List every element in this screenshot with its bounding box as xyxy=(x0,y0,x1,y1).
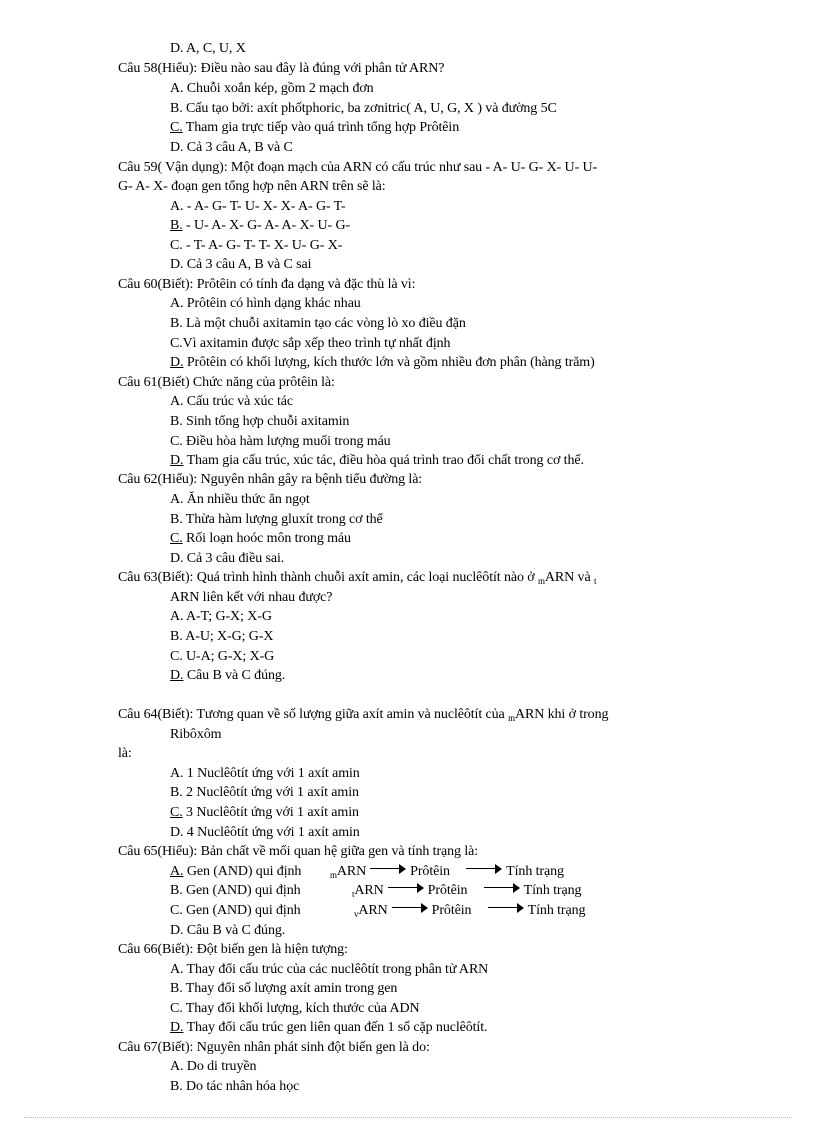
trait-label: Tính trạng xyxy=(506,864,564,879)
subscript: m xyxy=(508,713,515,723)
subscript: m xyxy=(330,870,337,880)
answer-key: C. xyxy=(170,531,183,546)
arrow-right-icon xyxy=(392,903,428,913)
answer-line: B. Cấu tạo bởi: axít phốtphoric, ba zơnitric( A, U, G, X ) và đường 5C xyxy=(170,101,557,116)
question-65: Câu 65(Hiểu): Bản chất về mối quan hệ giữa gen và tính trạng là: xyxy=(118,844,479,859)
answer-key: D. xyxy=(170,453,184,468)
answer-key: B. xyxy=(170,218,183,233)
answer-line: A. Prôtêin có hình dạng khác nhau xyxy=(170,296,361,311)
subscript: t xyxy=(352,889,355,899)
answer-line: D. Cả 3 câu điều sai. xyxy=(170,551,285,566)
answer-text: Gen (AND) qui định xyxy=(183,864,302,879)
question-continuation: Ribôxôm xyxy=(170,727,222,742)
answer-line-correct xyxy=(170,667,285,685)
answer-line: A. Ăn nhiều thức ăn ngọt xyxy=(170,492,310,507)
answer-line: C.Vì axitamin được sắp xếp theo trình tự nhất định xyxy=(170,336,451,351)
answer-line: B. Do tác nhân hóa học xyxy=(170,1079,300,1094)
answer-line-correct xyxy=(170,217,350,235)
answer-line-correct xyxy=(170,1019,487,1037)
answer-line: B. A-U; X-G; G-X xyxy=(170,629,274,644)
answer-line: A. Do di truyền xyxy=(170,1059,257,1074)
answer-line: D. Cả 3 câu A, B và C xyxy=(170,140,293,155)
answer-line: A. A-T; G-X; X-G xyxy=(170,609,272,624)
answer-line: B. 2 Nuclêôtít ứng với 1 axít amin xyxy=(170,785,359,800)
protein-label: Prôtêin xyxy=(410,864,450,879)
answer-line-correct xyxy=(170,530,351,548)
answer-line-correct xyxy=(170,452,584,470)
answer-line: C. Điều hòa hàm lượng muối trong máu xyxy=(170,434,391,449)
answer-key: C. xyxy=(170,120,183,135)
answer-text: Câu B và C đúng. xyxy=(183,668,286,683)
arn-label: ARN xyxy=(336,864,367,879)
question-61: Câu 61(Biết) Chức năng của prôtêin là: xyxy=(118,375,335,390)
answer-line: A. Cấu trúc và xúc tác xyxy=(170,394,293,409)
answer-line: D. Câu B và C đúng. xyxy=(170,923,286,938)
question-62: Câu 62(Hiểu): Nguyên nhân gây ra bệnh tiểu đường là: xyxy=(118,472,423,487)
answer-key: D. xyxy=(170,668,184,683)
answer-key: D. xyxy=(170,1020,184,1035)
question-64 xyxy=(118,706,608,724)
arn-label: ARN xyxy=(358,903,388,918)
question-continuation: là: xyxy=(118,746,132,761)
arrow-right-icon xyxy=(466,864,502,874)
page-bottom-rule xyxy=(24,1117,792,1118)
answer-line: A. Chuỗi xoắn kép, gồm 2 mạch đơn xyxy=(170,81,374,96)
trait-label: Tính trạng xyxy=(523,883,582,898)
question-text: ARN khi ở trong xyxy=(514,707,609,722)
question-text: Câu 63(Biết): Quá trình hình thành chuỗi axít amin, các loại nuclêôtít nào ở xyxy=(118,570,538,585)
answer-line-correct xyxy=(170,119,459,137)
subscript: m xyxy=(537,576,545,586)
arrow-right-icon xyxy=(488,903,524,913)
answer-text: C. Gen (AND) qui định xyxy=(170,903,301,918)
arn-label: ARN xyxy=(354,883,384,898)
protein-label: Prôtêin xyxy=(431,903,472,918)
question-continuation: ARN liên kết với nhau được? xyxy=(170,590,333,605)
answer-line: A. 1 Nuclêôtít ứng với 1 axít amin xyxy=(170,766,360,781)
answer-text: Rối loạn hoóc môn trong máu xyxy=(182,531,351,546)
answer-line: D. A, C, U, X xyxy=(170,41,246,56)
subscript: v xyxy=(354,909,359,919)
question-67: Câu 67(Biết): Nguyên nhân phát sinh đột biến gen là do: xyxy=(118,1040,430,1055)
answer-line-correct xyxy=(170,354,595,372)
protein-label: Prôtêin xyxy=(427,883,468,898)
subscript: t xyxy=(593,576,597,586)
answer-line: C. U-A; G-X; X-G xyxy=(170,649,275,664)
question-text: Câu 64(Biết): Tương quan về số lượng giữa axít amin và nuclêôtít của xyxy=(118,707,509,722)
arrow-right-icon xyxy=(484,883,520,893)
answer-line-correct xyxy=(170,863,564,881)
trait-label: Tính trạng xyxy=(527,903,586,918)
answer-line: C. Thay đổi khối lượng, kích thước của ADN xyxy=(170,1001,420,1016)
question-58: Câu 58(Hiểu): Điều nào sau đây là đúng với phân tử ARN? xyxy=(118,61,445,76)
answer-line: B. Thay đổi số lượng axít amin trong gen xyxy=(170,981,398,996)
question-text: ARN và xyxy=(544,570,594,585)
answer-text: Tham gia trực tiếp vào quá trình tổng hợp Prôtêin xyxy=(182,120,460,135)
answer-line: A. Thay đổi cấu trúc của các nuclêôtít trong phân tử ARN xyxy=(170,962,489,977)
answer-line-correct xyxy=(170,804,359,822)
answer-line xyxy=(170,902,585,920)
answer-key: A. xyxy=(170,864,184,879)
answer-line: D. Cả 3 câu A, B và C sai xyxy=(170,257,312,272)
answer-line: D. 4 Nuclêôtít ứng với 1 axít amin xyxy=(170,825,360,840)
answer-text: B. Gen (AND) qui định xyxy=(170,883,301,898)
answer-line xyxy=(170,882,581,900)
answer-line: C. - T- A- G- T- T- X- U- G- X- xyxy=(170,238,343,253)
question-60: Câu 60(Biết): Prôtêin có tính đa dạng và đặc thù là vì: xyxy=(118,277,416,292)
answer-key: C. xyxy=(170,805,183,820)
answer-line: B. Sinh tổng hợp chuỗi axitamin xyxy=(170,414,350,429)
answer-line: A. - A- G- T- U- X- X- A- G- T- xyxy=(170,199,346,214)
question-63 xyxy=(118,569,596,587)
answer-line: B. Là một chuỗi axitamin tạo các vòng lò xo điều đặn xyxy=(170,316,466,331)
answer-text: - U- A- X- G- A- A- X- U- G- xyxy=(182,218,351,233)
answer-key: D. xyxy=(170,355,184,370)
arrow-right-icon xyxy=(388,883,424,893)
answer-text: 3 Nuclêôtít ứng với 1 axít amin xyxy=(182,805,359,820)
answer-text: Tham gia cấu trúc, xúc tác, điều hòa quá trình trao đổi chất trong cơ thể. xyxy=(183,453,584,468)
arrow-right-icon xyxy=(370,864,406,874)
answer-text: Thay đổi cấu trúc gen liên quan đến 1 số cặp nuclêôtít. xyxy=(183,1020,488,1035)
question-continuation: G- A- X- đoạn gen tổng hợp nên ARN trên sẽ là: xyxy=(118,179,386,194)
question-59: Câu 59( Vận dụng): Một đoạn mạch của ARN có cấu trúc như sau - A- U- G- X- U- U- xyxy=(118,160,598,175)
question-66: Câu 66(Biết): Đột biến gen là hiện tượng: xyxy=(118,942,348,957)
answer-line: B. Thừa hàm lượng gluxít trong cơ thể xyxy=(170,512,383,527)
answer-text: Prôtêin có khối lượng, kích thước lớn và gồm nhiều đơn phân (hàng trăm) xyxy=(183,355,595,370)
